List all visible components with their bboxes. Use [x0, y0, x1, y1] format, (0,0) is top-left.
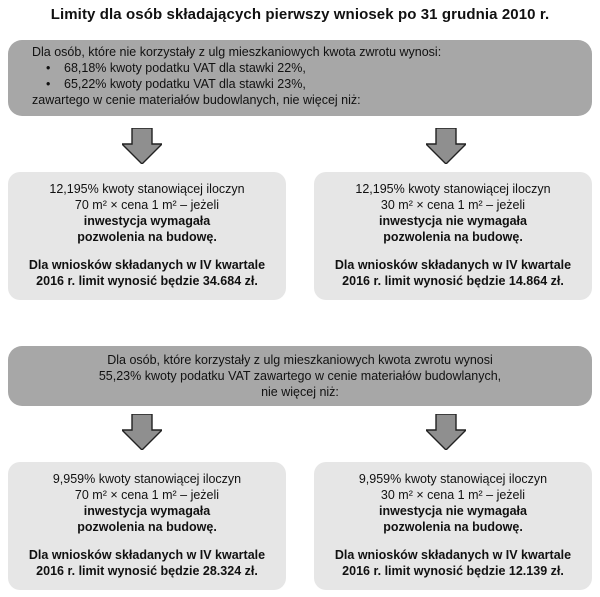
down-arrow-icon [426, 128, 466, 164]
s2-right-line2: 30 m² × cena 1 m² – jeżeli [380, 488, 526, 502]
s2-left-line1: 9,959% kwoty stanowiącej iloczyn [52, 472, 242, 486]
section1-rate-list [32, 60, 592, 92]
s2-left-limit1: Dla wniosków składanych w IV kwartale [28, 548, 266, 562]
s1-right-line2: 30 m² × cena 1 m² – jeżeli [380, 198, 526, 212]
section1-left-box [8, 172, 286, 300]
s1-left-line2: 70 m² × cena 1 m² – jeżeli [74, 198, 220, 212]
section2-left-box [8, 462, 286, 590]
s1-right-line4: pozwolenia na budowę. [383, 230, 523, 244]
section1-rate-23: • 65,22% kwoty podatku VAT dla stawki 23%, [64, 76, 592, 92]
section1-rate-22: • 68,18% kwoty podatku VAT dla stawki 22%, [64, 60, 592, 76]
page-title: Limity dla osób składających pierwszy wniosek po 31 grudnia 2010 r. [50, 6, 550, 23]
s1-right-limit1: Dla wniosków składanych w IV kwartale [334, 258, 572, 272]
s1-left-line3: inwestycja wymagała [83, 214, 211, 228]
s2-right-line3: inwestycja nie wymagała [379, 504, 527, 518]
down-arrow-icon [426, 414, 466, 450]
s1-left-limit1: Dla wniosków składanych w IV kwartale [28, 258, 266, 272]
s1-right-line3: inwestycja nie wymagała [379, 214, 527, 228]
s2-left-line3: inwestycja wymagała [83, 504, 211, 518]
s2-left-line4: pozwolenia na budowę. [77, 520, 217, 534]
s1-right-limit2: 2016 r. limit wynosić będzie 14.864 zł. [342, 274, 564, 288]
section2-header-line1: Dla osób, które korzystały z ulg mieszkaniowych kwota zwrotu wynosi [107, 353, 493, 367]
s2-right-limit1: Dla wniosków składanych w IV kwartale [334, 548, 572, 562]
s1-left-limit2: 2016 r. limit wynosić będzie 34.684 zł. [36, 274, 258, 288]
s2-right-line4: pozwolenia na budowę. [383, 520, 523, 534]
s2-right-limit2: 2016 r. limit wynosić będzie 12.139 zł. [342, 564, 564, 578]
down-arrow-icon [122, 128, 162, 164]
s1-right-line1: 12,195% kwoty stanowiącej iloczyn [355, 182, 551, 196]
s2-left-line2: 70 m² × cena 1 m² – jeżeli [74, 488, 220, 502]
section2-header-line2: 55,23% kwoty podatku VAT zawartego w cenie materiałów budowlanych, [98, 369, 502, 383]
section2-right-box [314, 462, 592, 590]
section2-header-line3: nie więcej niż: [261, 385, 339, 399]
section1-header-box [8, 40, 592, 116]
section1-right-box [314, 172, 592, 300]
section1-header-outro: zawartego w cenie materiałów budowlanych, nie więcej niż: [32, 93, 361, 107]
section1-header-intro: Dla osób, które nie korzystały z ulg mieszkaniowych kwota zwrotu wynosi: [32, 45, 442, 59]
down-arrow-icon [122, 414, 162, 450]
s1-left-line1: 12,195% kwoty stanowiącej iloczyn [49, 182, 245, 196]
s2-left-limit2: 2016 r. limit wynosić będzie 28.324 zł. [36, 564, 258, 578]
section2-header-box [8, 346, 592, 406]
s1-left-line4: pozwolenia na budowę. [77, 230, 217, 244]
s2-right-line1: 9,959% kwoty stanowiącej iloczyn [358, 472, 548, 486]
